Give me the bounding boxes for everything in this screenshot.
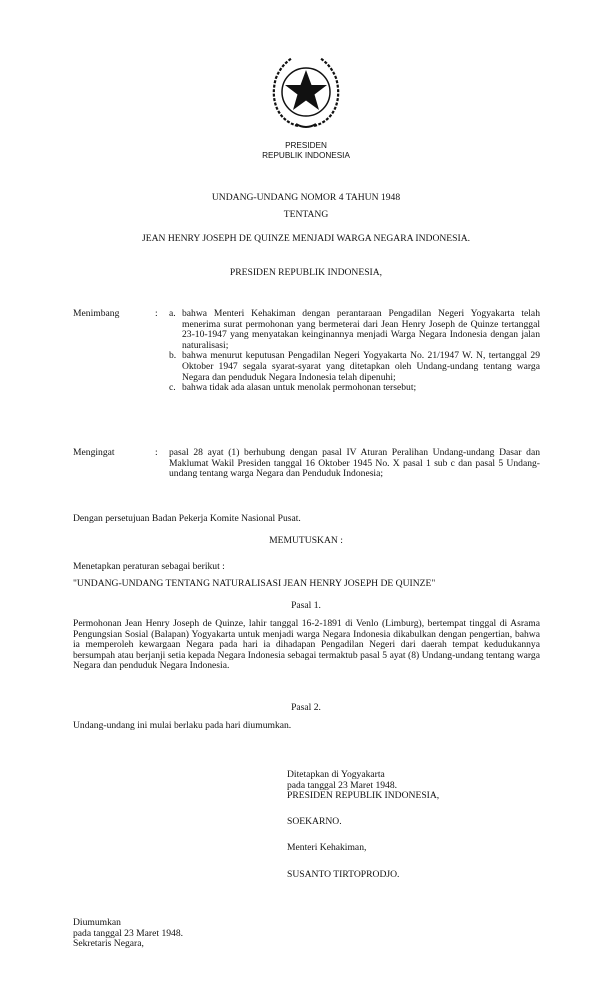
signature-office: PRESIDEN REPUBLIK INDONESIA, xyxy=(287,790,440,802)
pasal-1-text: Permohonan Jean Henry Joseph de Quinze, lahir tanggal 16-2-1891 di Venlo (Limburg), bertempat tinggal di Asrama Pengungsian Sosial (Balapan) Yogyakarta untuk menjadi warga Negara Indonesia dikabulkan dengan pengertian, bahwa ia memperoleh kewargaan Negara pada hari ia dihadapan Pengadilan Negeri dari daerah tempat kedudukannya bersumpah atau berjanji setia kepada Negara Indonesia sebagai termaktub pasal 5 ayat (8) Undang-undang tentang warga Negara dan penduduk Negara Indonesia. xyxy=(73,618,540,672)
persetujuan: Dengan persetujuan Badan Pekerja Komite Nasional Pusat. xyxy=(73,513,301,524)
pasal-2-text: Undang-undang ini mulai berlaku pada hari diumumkan. xyxy=(73,720,292,731)
announcement-block xyxy=(73,918,183,950)
menetapkan: Menetapkan peraturan sebagai berikut : xyxy=(73,561,225,572)
menimbang-item xyxy=(169,351,540,383)
minister-name: SUSANTO TIRTOPRODJO. xyxy=(287,868,400,880)
issuer: PRESIDEN REPUBLIK INDONESIA, xyxy=(229,267,383,278)
memutuskan: MEMUTUSKAN : xyxy=(269,535,343,546)
title-line-2: TENTANG xyxy=(283,209,329,220)
item-letter: a. xyxy=(169,308,176,319)
item-letter: b. xyxy=(169,350,177,362)
mengingat-label: Mengingat xyxy=(73,447,115,458)
colon: : xyxy=(155,447,158,458)
pasal-2-heading: Pasal 2. xyxy=(291,702,321,713)
item-text: bahwa tidak ada alasan untuk menolak permohonan tersebut; xyxy=(182,382,417,394)
signature-place: Ditetapkan di Yogyakarta xyxy=(287,769,385,780)
item-letter: c. xyxy=(169,382,176,394)
announcement-line-3: Sekretaris Negara, xyxy=(73,938,144,950)
minister-title: Menteri Kehakiman, xyxy=(287,842,367,854)
pasal-1-heading: Pasal 1. xyxy=(291,600,321,611)
signature-date: pada tanggal 23 Maret 1948. xyxy=(287,779,398,791)
header-line-2: REPUBLIK INDONESIA xyxy=(262,151,350,160)
menimbang-label: Menimbang xyxy=(73,308,120,319)
title-line-3: JEAN HENRY JOSEPH DE QUINZE MENJADI WARGA NEGARA INDONESIA. xyxy=(141,233,471,244)
item-text: bahwa menurut keputusan Pengadilan Negeri Yogyakarta No. 21/1947 W. N, tertanggal 29 Oktober 1947 segala syarat-syarat yang ditetapkan oleh Undang-undang tentang warga Negara dan penduduk Negara Indonesia telah dipenuhi; xyxy=(182,350,540,383)
announcement-line-1: Diumumkan xyxy=(73,917,121,928)
menimbang-item xyxy=(169,309,540,351)
header-line-1: PRESIDEN xyxy=(285,141,327,150)
signature-block xyxy=(287,770,439,881)
law-name: "UNDANG-UNDANG TENTANG NATURALISASI JEAN HENRY JOSEPH DE QUINZE" xyxy=(73,578,436,589)
menimbang-item xyxy=(169,383,540,394)
item-text: bahwa Menteri Kehakiman dengan perantaraan Pengadilan Negeri Yogyakarta telah menerima surat permohonan yang bermeterai dari Jean Henry Joseph de Quinze tertanggal 23-10-1947 yang menyatakan keinginannya menjadi Warga Negara Indonesia dengan jalan naturalisasi; xyxy=(182,308,540,351)
title-line-1: UNDANG-UNDANG NOMOR 4 TAHUN 1948 xyxy=(211,192,401,203)
announcement-line-2: pada tanggal 23 Maret 1948. xyxy=(73,927,184,939)
state-emblem-icon xyxy=(268,54,344,132)
mengingat-text: pasal 28 ayat (1) berhubung dengan pasal IV Aturan Peralihan Undang-undang Dasar dan Maklumat Wakil Presiden tanggal 16 Oktober 1945 No. X pasal 1 sub c dan pasal 5 Undang-undang tentang warga Negara dan Penduduk Indonesia; xyxy=(169,447,540,480)
colon: : xyxy=(155,308,158,319)
signature-name: SOEKARNO. xyxy=(287,815,342,827)
